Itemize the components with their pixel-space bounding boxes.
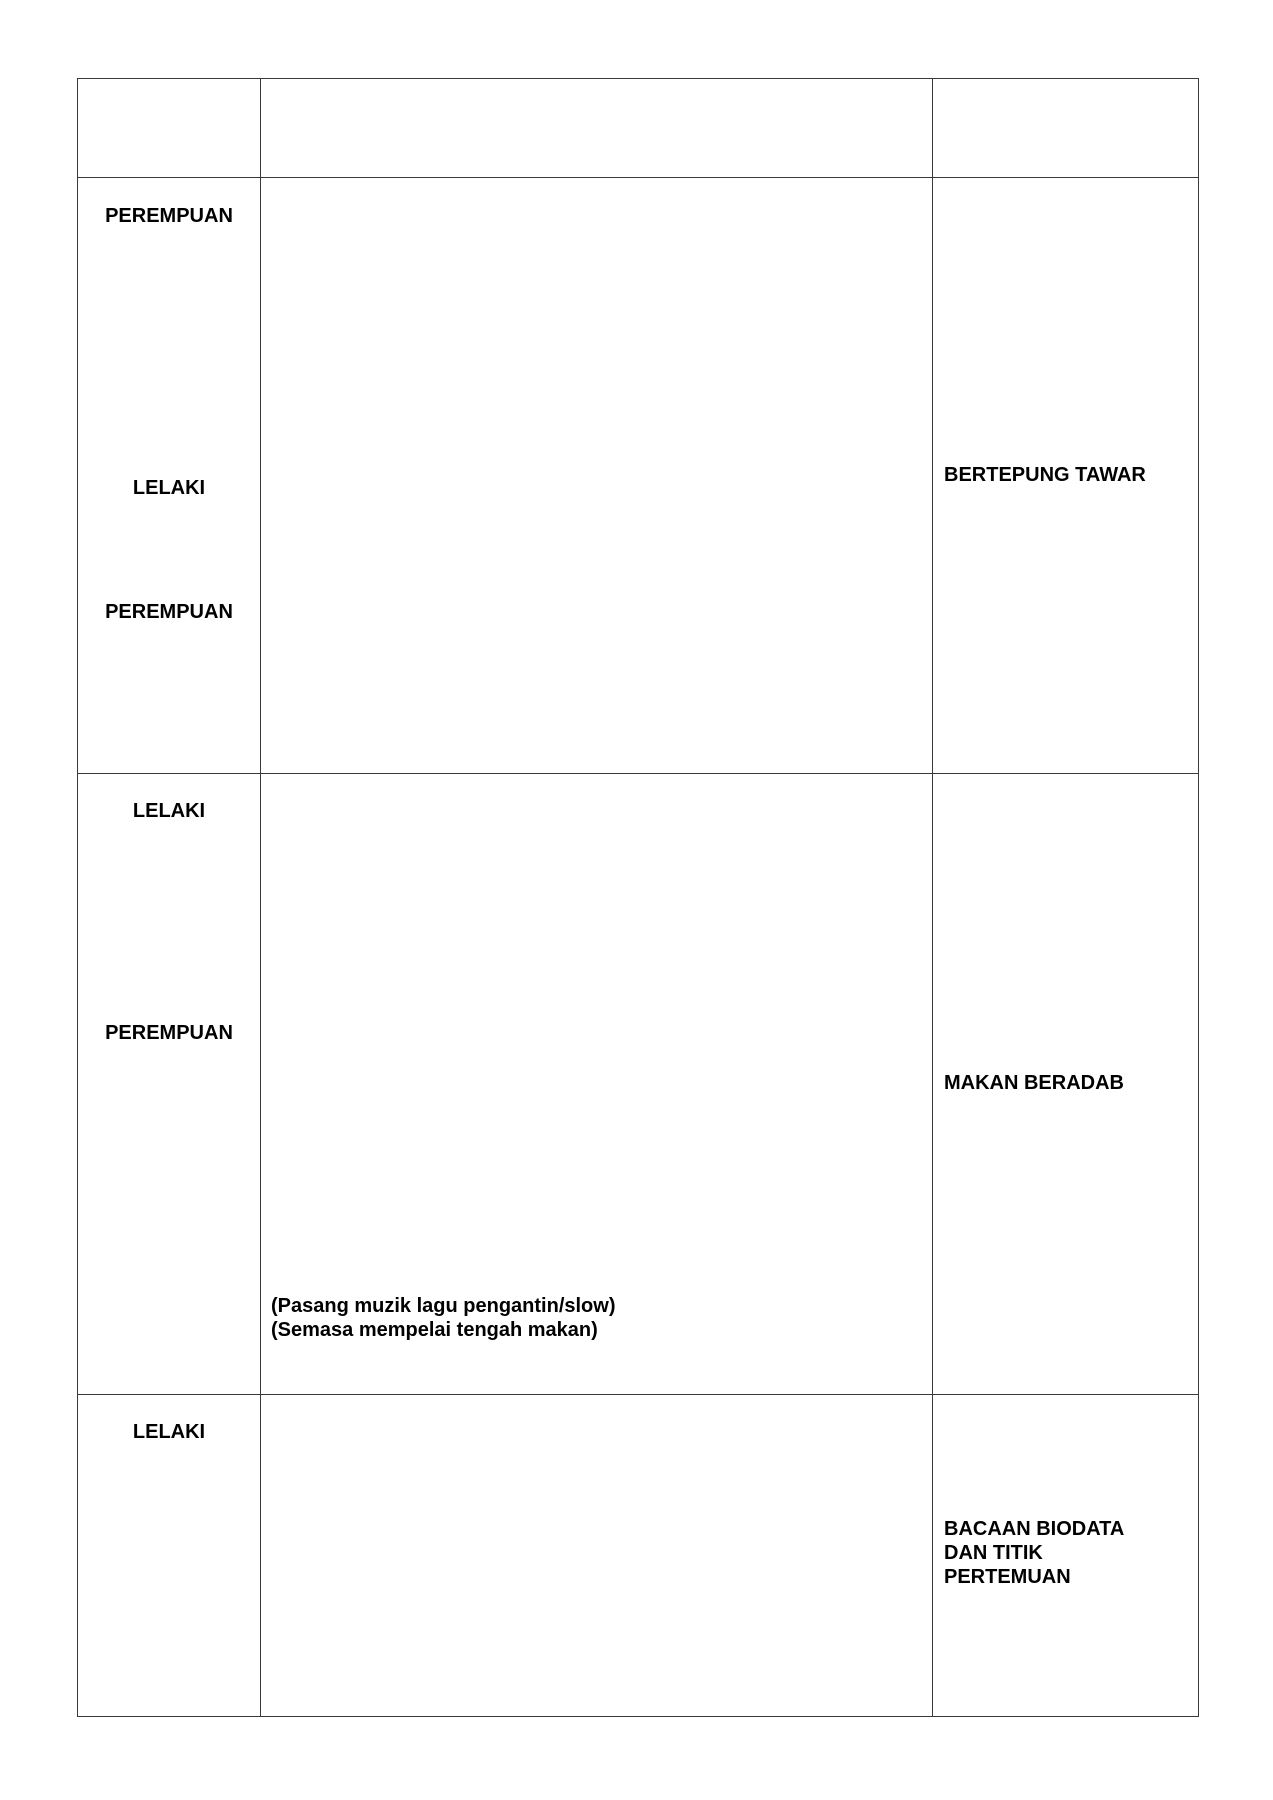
column-divider	[932, 78, 933, 1717]
speaker-label: PEREMPUAN	[105, 1022, 233, 1044]
speaker-label: PEREMPUAN	[105, 205, 233, 227]
speaker-label: LELAKI	[132, 1421, 206, 1443]
speaker-label: LELAKI	[132, 800, 206, 822]
music-note: (Pasang muzik lagu pengantin/slow)	[271, 1295, 616, 1317]
row-divider	[77, 773, 1199, 774]
speaker-label: LELAKI	[132, 477, 206, 499]
event-title: BACAAN BIODATA DAN TITIK PERTEMUAN	[944, 1518, 1124, 1588]
table-border-top	[77, 78, 1199, 79]
table-border-bottom	[77, 1716, 1199, 1717]
table-border-right	[1198, 78, 1199, 1717]
column-divider	[260, 78, 261, 1717]
timing-note: (Semasa mempelai tengah makan)	[271, 1319, 598, 1341]
event-title: MAKAN BERADAB	[944, 1072, 1124, 1094]
row-divider	[77, 177, 1199, 178]
event-title: BERTEPUNG TAWAR	[944, 464, 1146, 486]
table-border-left	[77, 78, 78, 1717]
row-divider	[77, 1394, 1199, 1395]
speaker-label: PEREMPUAN	[105, 601, 233, 623]
